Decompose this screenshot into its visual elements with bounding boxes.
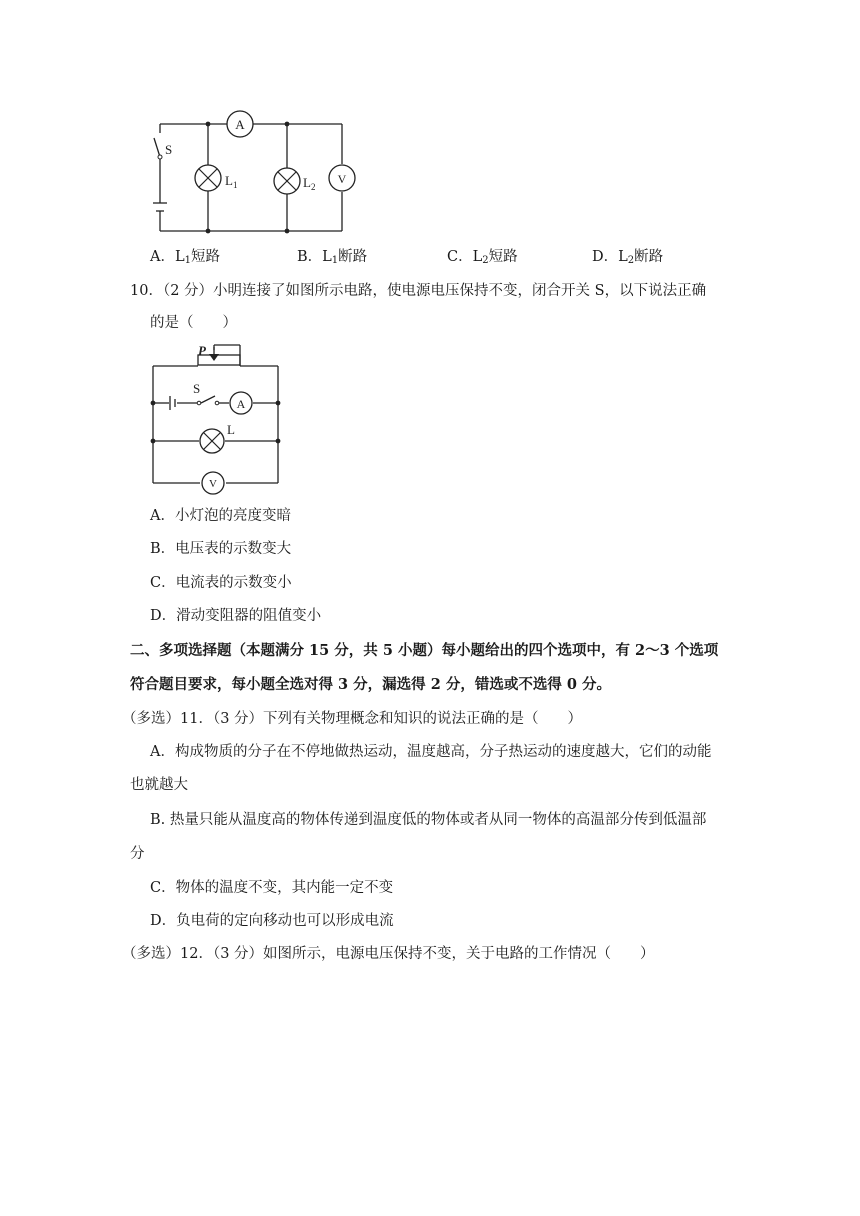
q9-option-c[interactable]: C．$L_2$短路: [447, 249, 518, 266]
q11-option-b-cont: 分: [130, 846, 145, 862]
q9-option-d[interactable]: D．$L_2$断路: [592, 249, 664, 266]
ammeter-label: A: [235, 117, 245, 132]
lamp-l2-icon: [274, 168, 300, 194]
q10-option-c[interactable]: C．电流表的示数变小: [150, 575, 292, 591]
svg-text:L1: $L_1$: [225, 173, 238, 190]
q10-option-b[interactable]: B．电压表的示数变大: [150, 541, 292, 557]
q11-option-a[interactable]: A．构成物质的分子在不停地做热运动，温度越高，分子热运动的速度越大，它们的动能: [150, 744, 712, 760]
q11-stem: （多选）11．（3 分）下列有关物理概念和知识的说法正确的是（ ）: [122, 711, 583, 727]
q11-option-a-cont: 也就越大: [130, 777, 188, 793]
svg-text:V: V: [209, 478, 217, 490]
q9-option-a[interactable]: A．$L_1$短路: [150, 249, 220, 266]
section2-heading-line2: 符合题目要求，每小题全选对得 3 分，漏选得 2 分，错选或不选得 0 分。: [130, 676, 612, 693]
svg-text:P: P: [198, 343, 206, 358]
svg-text:L2: $L_2$: [303, 175, 316, 192]
q9-option-b[interactable]: B．$L_1$断路: [297, 249, 368, 266]
svg-text:L: L: [227, 422, 235, 437]
q10-circuit-diagram: [145, 340, 290, 500]
q11-option-b[interactable]: B. 热量只能从温度高的物体传递到温度低的物体或者从同一物体的高温部分传到低温部: [150, 812, 707, 828]
svg-text:S: S: [193, 381, 201, 396]
svg-text:A: A: [236, 397, 246, 411]
q9-circuit-diagram: [140, 105, 370, 235]
voltmeter-label: V: [337, 172, 347, 186]
lamp-l1-icon: [195, 165, 221, 191]
q10-stem-line1: 10．（2 分）小明连接了如图所示电路，使电源电压保持不变，闭合开关 S，以下说法正确: [130, 283, 707, 299]
q11-option-c[interactable]: C．物体的温度不变，其内能一定不变: [150, 880, 394, 896]
q10-option-a[interactable]: A．小灯泡的亮度变暗: [150, 508, 291, 524]
q10-stem-line2: 的是（ ）: [150, 315, 237, 331]
q10-lamp-icon: [200, 429, 224, 453]
switch-label: S: [165, 142, 173, 157]
q11-option-d[interactable]: D．负电荷的定向移动也可以形成电流: [150, 913, 394, 929]
q12-stem: （多选）12．（3 分）如图所示，电源电压保持不变，关于电路的工作情况（ ）: [122, 946, 655, 962]
q10-option-d[interactable]: D．滑动变阻器的阻值变小: [150, 608, 322, 624]
section2-heading-line1: 二、多项选择题（本题满分 15 分，共 5 小题）每小题给出的四个选项中，有 2～3 个选项: [130, 642, 719, 659]
